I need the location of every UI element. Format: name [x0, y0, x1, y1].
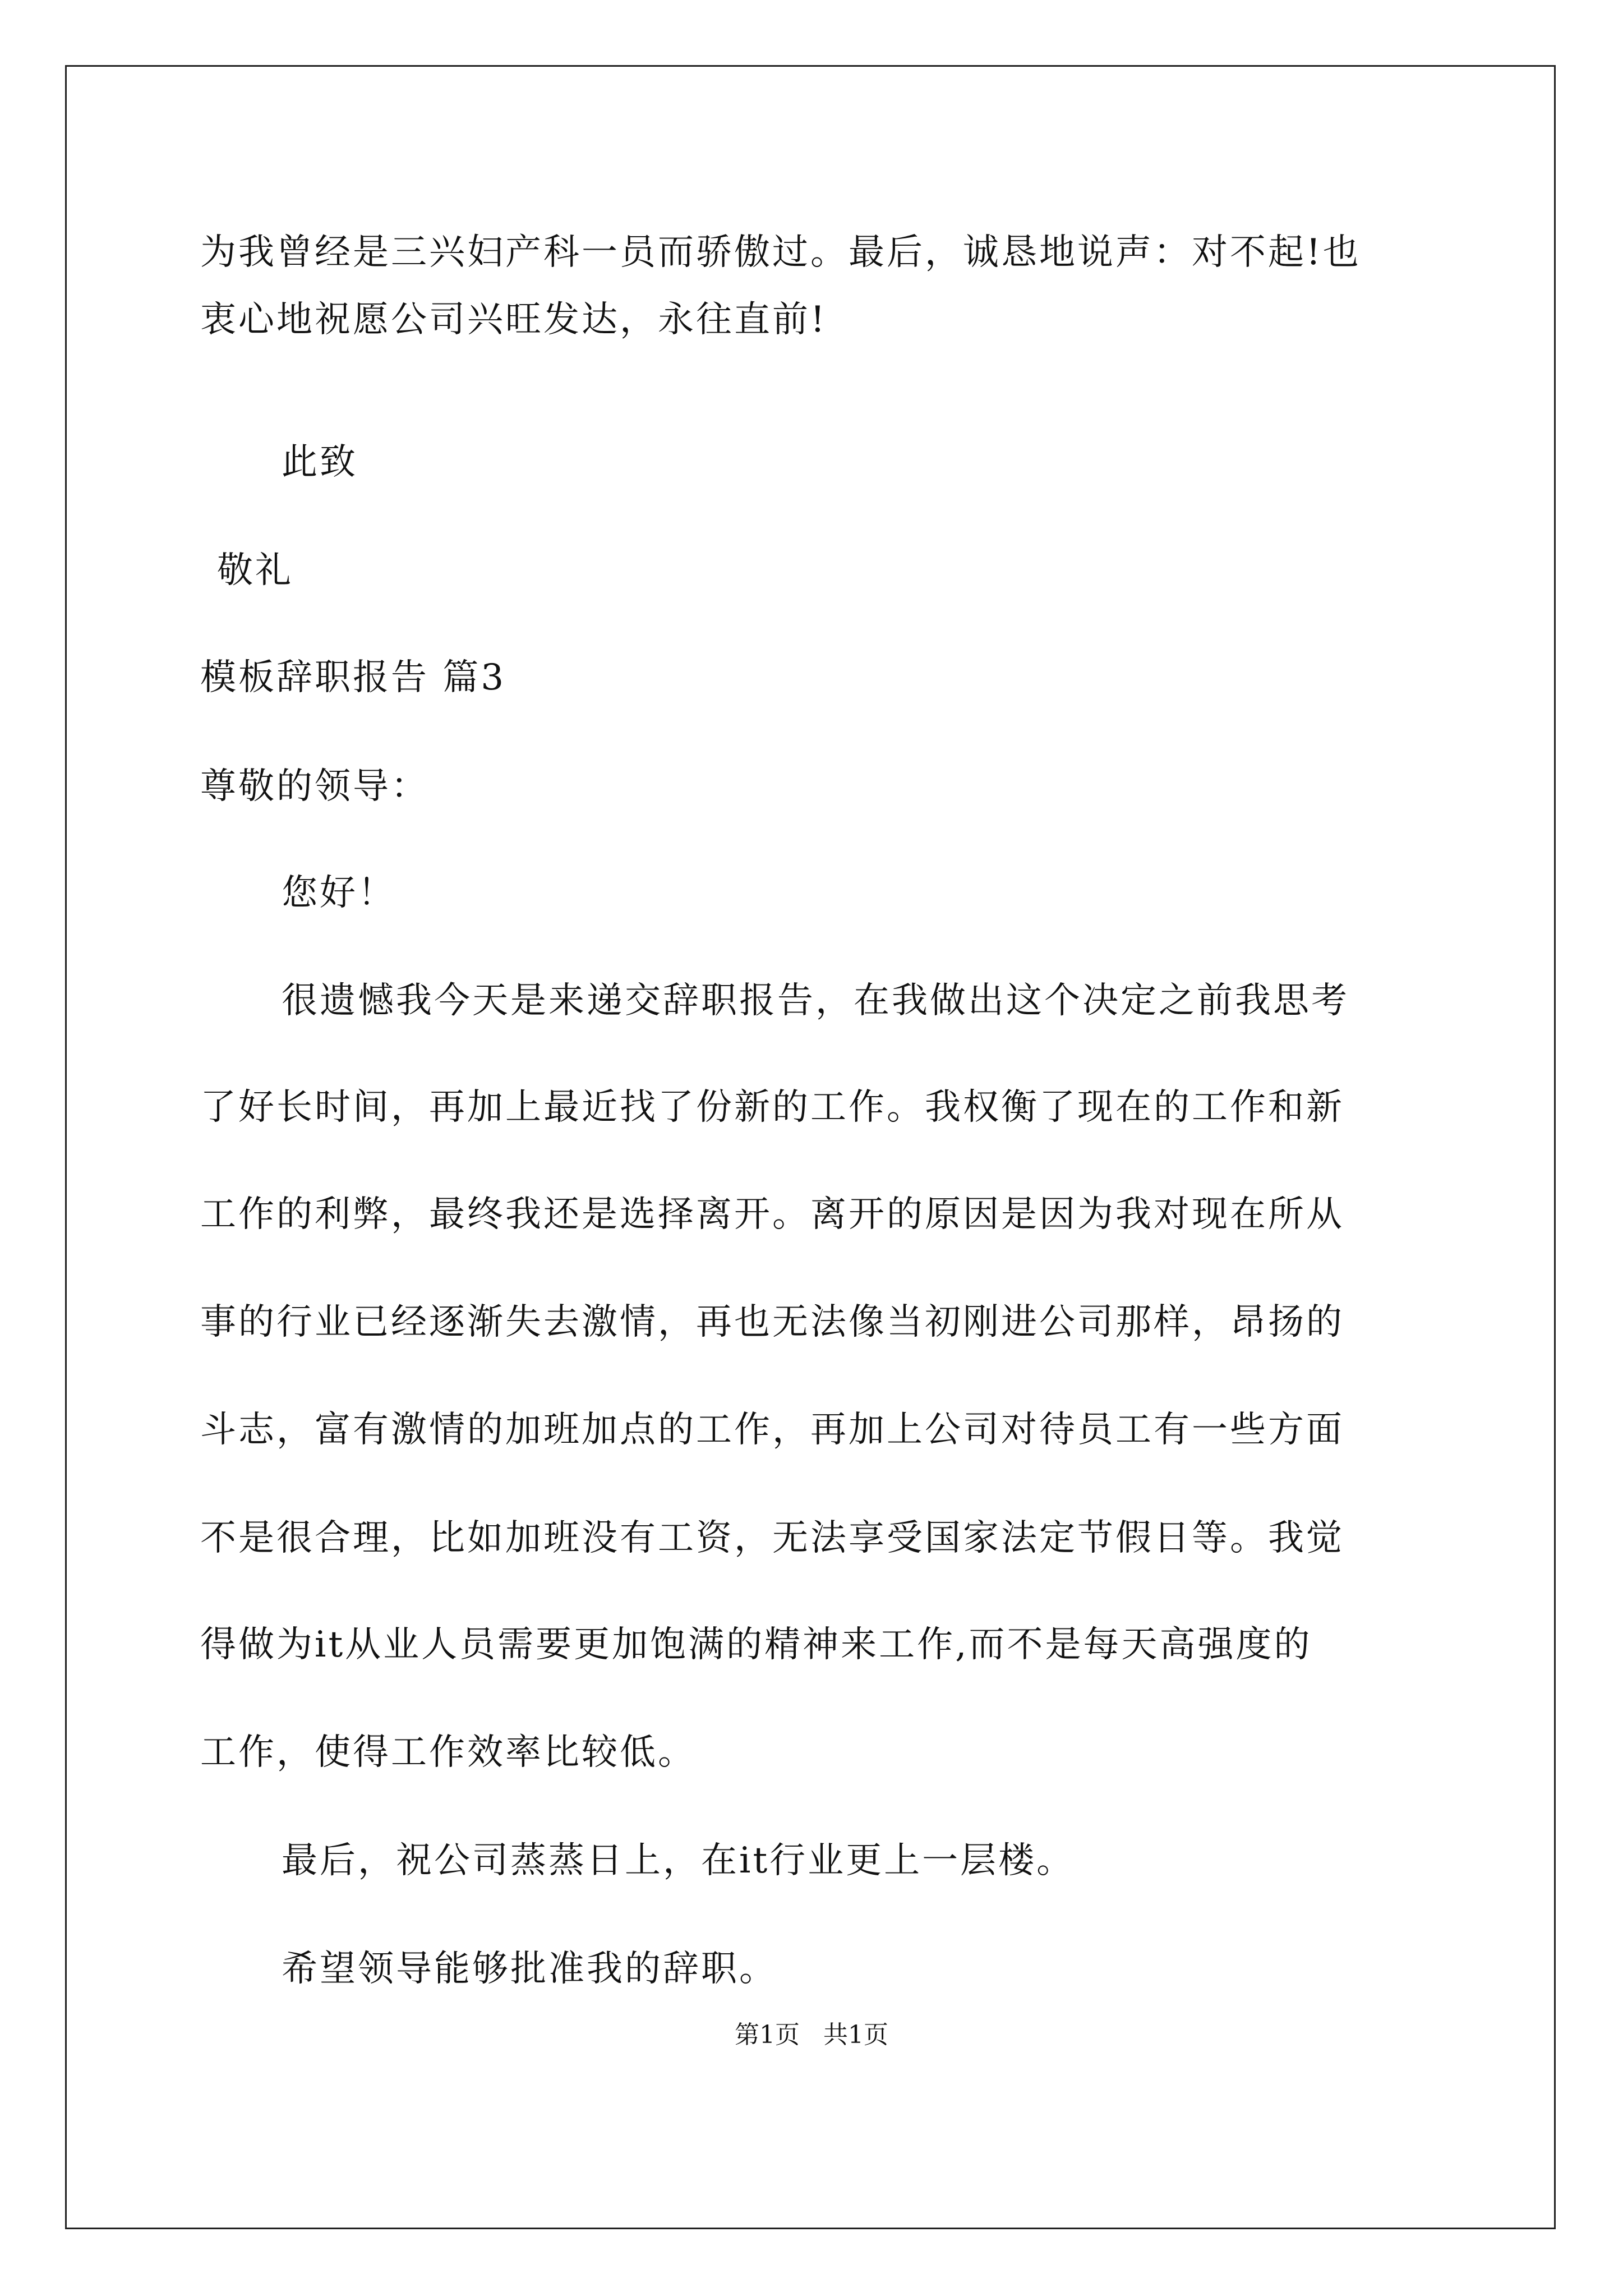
page-footer: 第1页 共1页: [735, 2021, 888, 2049]
paragraph-line-2: 了好长时间，再加上最近找了份新的工作。我权衡了现在的工作和新: [200, 1087, 1344, 1128]
closing-wish: 最后，祝公司蒸蒸日上，在it行业更上一层楼。: [282, 1840, 1075, 1881]
body-line-2: 衷心地祝愿公司兴旺发达，永往直前!: [200, 299, 827, 341]
paragraph-line-5: 斗志，富有激情的加班加点的工作，再加上公司对待员工有一些方面: [200, 1409, 1344, 1451]
page-border: [65, 65, 1556, 2229]
body-line-1: 为我曾经是三兴妇产科一员而骄傲过。最后，诚恳地说声：对不起!也: [200, 232, 1361, 273]
paragraph-line-8: 工作，使得工作效率比较低。: [200, 1732, 696, 1773]
section-heading: 模板辞职报告 篇3: [200, 657, 506, 698]
paragraph-line-1: 很遗憾我今天是来递交辞职报告，在我做出这个决定之前我思考: [282, 980, 1349, 1022]
greeting: 您好！: [282, 872, 396, 914]
closing-request: 希望领导能够批准我的辞职。: [282, 1948, 777, 1990]
closing-jingli: 敬礼: [217, 550, 293, 591]
closing-cizhi: 此致: [282, 441, 358, 483]
paragraph-line-4: 事的行业已经逐渐失去激情，再也无法像当初刚进公司那样，昂扬的: [200, 1301, 1344, 1343]
salutation: 尊敬的领导：: [200, 766, 429, 807]
paragraph-line-7: 得做为it从业人员需要更加饱满的精神来工作,而不是每天高强度的: [200, 1624, 1312, 1665]
paragraph-line-6: 不是很合理，比如加班没有工资，无法享受国家法定节假日等。我觉: [200, 1517, 1344, 1559]
paragraph-line-3: 工作的利弊，最终我还是选择离开。离开的原因是因为我对现在所从: [200, 1194, 1344, 1235]
